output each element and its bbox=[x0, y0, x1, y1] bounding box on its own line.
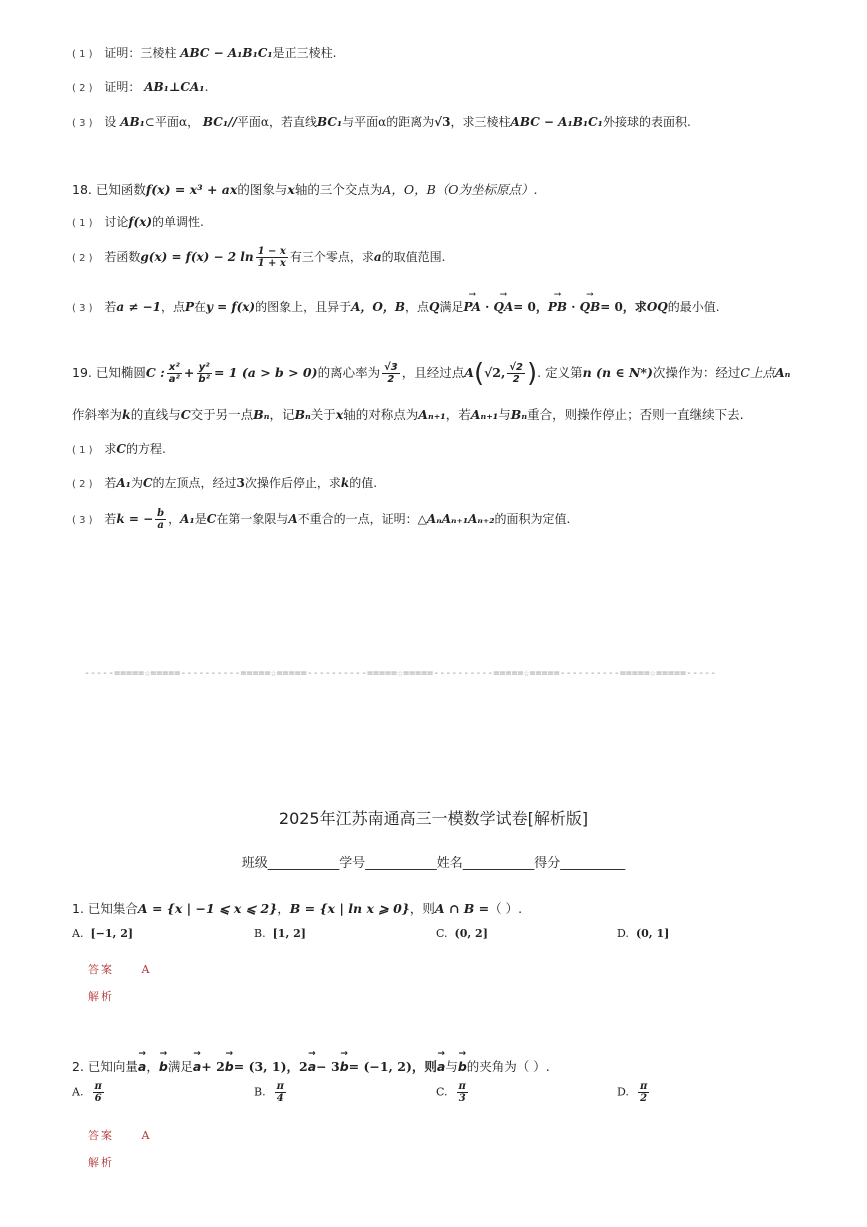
prev-sub3: ( 3 ) 设 AB₁⊂平面α， BC₁//平面α，若直线BC₁与平面α的距离为√3，求三棱柱ABC − A₁B₁C₁外接球的表面积. bbox=[72, 115, 691, 129]
q19-sub3: ( 3 ) 若k = − $\frac{b}{a}$ ，A₁是C在第一象限与A不重合的一点，证明：△AₙAₙ₊₁Aₙ₊₂的面积为定值. bbox=[72, 508, 571, 531]
q19-stem-line2: 作斜率为k的直线与C交于另一点Bₙ，记Bₙ关于x轴的对称点为Aₙ₊₁，若Aₙ₊₁与Bₙ重合，则操作停止；否则一直继续下去. bbox=[72, 407, 744, 422]
q2-stem: 2. 已知向量→ a，→ b满足→ a+ 2→ b= (3, 1)，2→ a− 3→ b= (−1, 2)，则→ a与→ b的夹角为（ ）. bbox=[72, 1057, 550, 1075]
fraction: $\frac{\pi}{6}$ bbox=[94, 1081, 102, 1104]
q18-sub1: ( 1 ) 讨论f(x)的单调性. bbox=[72, 215, 204, 229]
q1-option-c[interactable]: C. (0, 2] bbox=[436, 927, 488, 940]
q18-stem: 18. 已知函数f(x) = x³ + ax的图象与x轴的三个交点为A，O，B（O为坐标原点）. bbox=[72, 182, 538, 197]
student-info-line: 班级___________学号___________姓名___________得分__________ bbox=[241, 856, 626, 871]
section-divider: -----=====☆=====----------=====☆=====----------=====☆=====----------=====☆=====----------=====☆=====----- bbox=[84, 668, 717, 679]
q18-sub2: ( 2 ) 若函数g(x) = f(x) − 2 ln $\frac{1 - x}{1 + x}$ 有三个零点，求a的取值范围. bbox=[72, 246, 446, 269]
q1-option-a[interactable]: A. [−1, 2] bbox=[72, 927, 134, 940]
q19-stem: 19. 已知椭圆C : $\frac{\text{x²}}{\text{a²}}$ + $\frac{\text{y²}}{\text{b²}}$ = 1 (a > b > 0)的离心率为 $\frac{√3}{2}$ ，且经过点A(√2, $\frac{√2}{2}$ ). 定义第n (n ∈ N*)次操作为：经过C上点Aₙ bbox=[72, 358, 791, 389]
q1-option-b[interactable]: B. [1, 2] bbox=[254, 927, 306, 940]
fraction: $\frac{\text{y²}}{\text{b²}}$ bbox=[198, 362, 210, 385]
prev-sub2: ( 2 ) 证明： AB₁⊥CA₁. bbox=[72, 80, 209, 94]
q19-sub1: ( 1 ) 求C的方程. bbox=[72, 442, 166, 456]
fraction: $\frac{\text{x²}}{\text{a²}}$ bbox=[168, 362, 180, 385]
fraction: $\frac{√3}{2}$ bbox=[384, 362, 398, 385]
q2-analysis-label: 解析 bbox=[88, 1156, 114, 1169]
q2-option-b[interactable]: B. $\frac{\pi}{4}$ bbox=[254, 1081, 284, 1104]
fraction: $\frac{1 - x}{1 + x}$ bbox=[257, 246, 286, 269]
fraction: $\frac{b}{a}$ bbox=[157, 508, 165, 531]
prev-sub1: ( 1 ) 证明：三棱柱 ABC − A₁B₁C₁是正三棱柱. bbox=[72, 46, 337, 60]
fraction: $\frac{\pi}{4}$ bbox=[276, 1081, 284, 1104]
page-title: 2025年江苏南通高三一模数学试卷[解析版] bbox=[278, 809, 589, 828]
sub-number: ( 1 ) bbox=[72, 49, 93, 60]
q1-stem: 1. 已知集合A = {x | −1 ⩽ x ⩽ 2}，B = {x | ln x ⩾ 0}，则A ∩ B =（ ）. bbox=[72, 901, 523, 916]
q19-sub2: ( 2 ) 若A₁为C的左顶点，经过3次操作后停止，求k的值. bbox=[72, 476, 378, 490]
q2-option-a[interactable]: A. $\frac{\pi}{6}$ bbox=[72, 1081, 102, 1104]
q2-option-c[interactable]: C. $\frac{\pi}{3}$ bbox=[436, 1081, 466, 1104]
q18-sub3: ( 3 ) 若a ≠ −1，点P在y = f(x)的图象上，且异于A，O，B，点Q满足→ PA · → QA= 0，→ PB · → QB= 0，求OQ的最小值. bbox=[72, 298, 720, 315]
fraction: $\frac{\pi}{2}$ bbox=[639, 1081, 648, 1104]
fraction: $\frac{\pi}{3}$ bbox=[458, 1081, 466, 1104]
q2-option-d[interactable]: D. $\frac{\pi}{2}$ bbox=[617, 1081, 648, 1104]
q2-answer: 答案 A bbox=[88, 1129, 152, 1142]
q1-analysis-label: 解析 bbox=[88, 990, 114, 1003]
q1-option-d[interactable]: D. (0, 1] bbox=[617, 927, 670, 940]
q1-answer: 答案 A bbox=[88, 963, 152, 976]
fraction: $\frac{√2}{2}$ bbox=[509, 362, 523, 385]
